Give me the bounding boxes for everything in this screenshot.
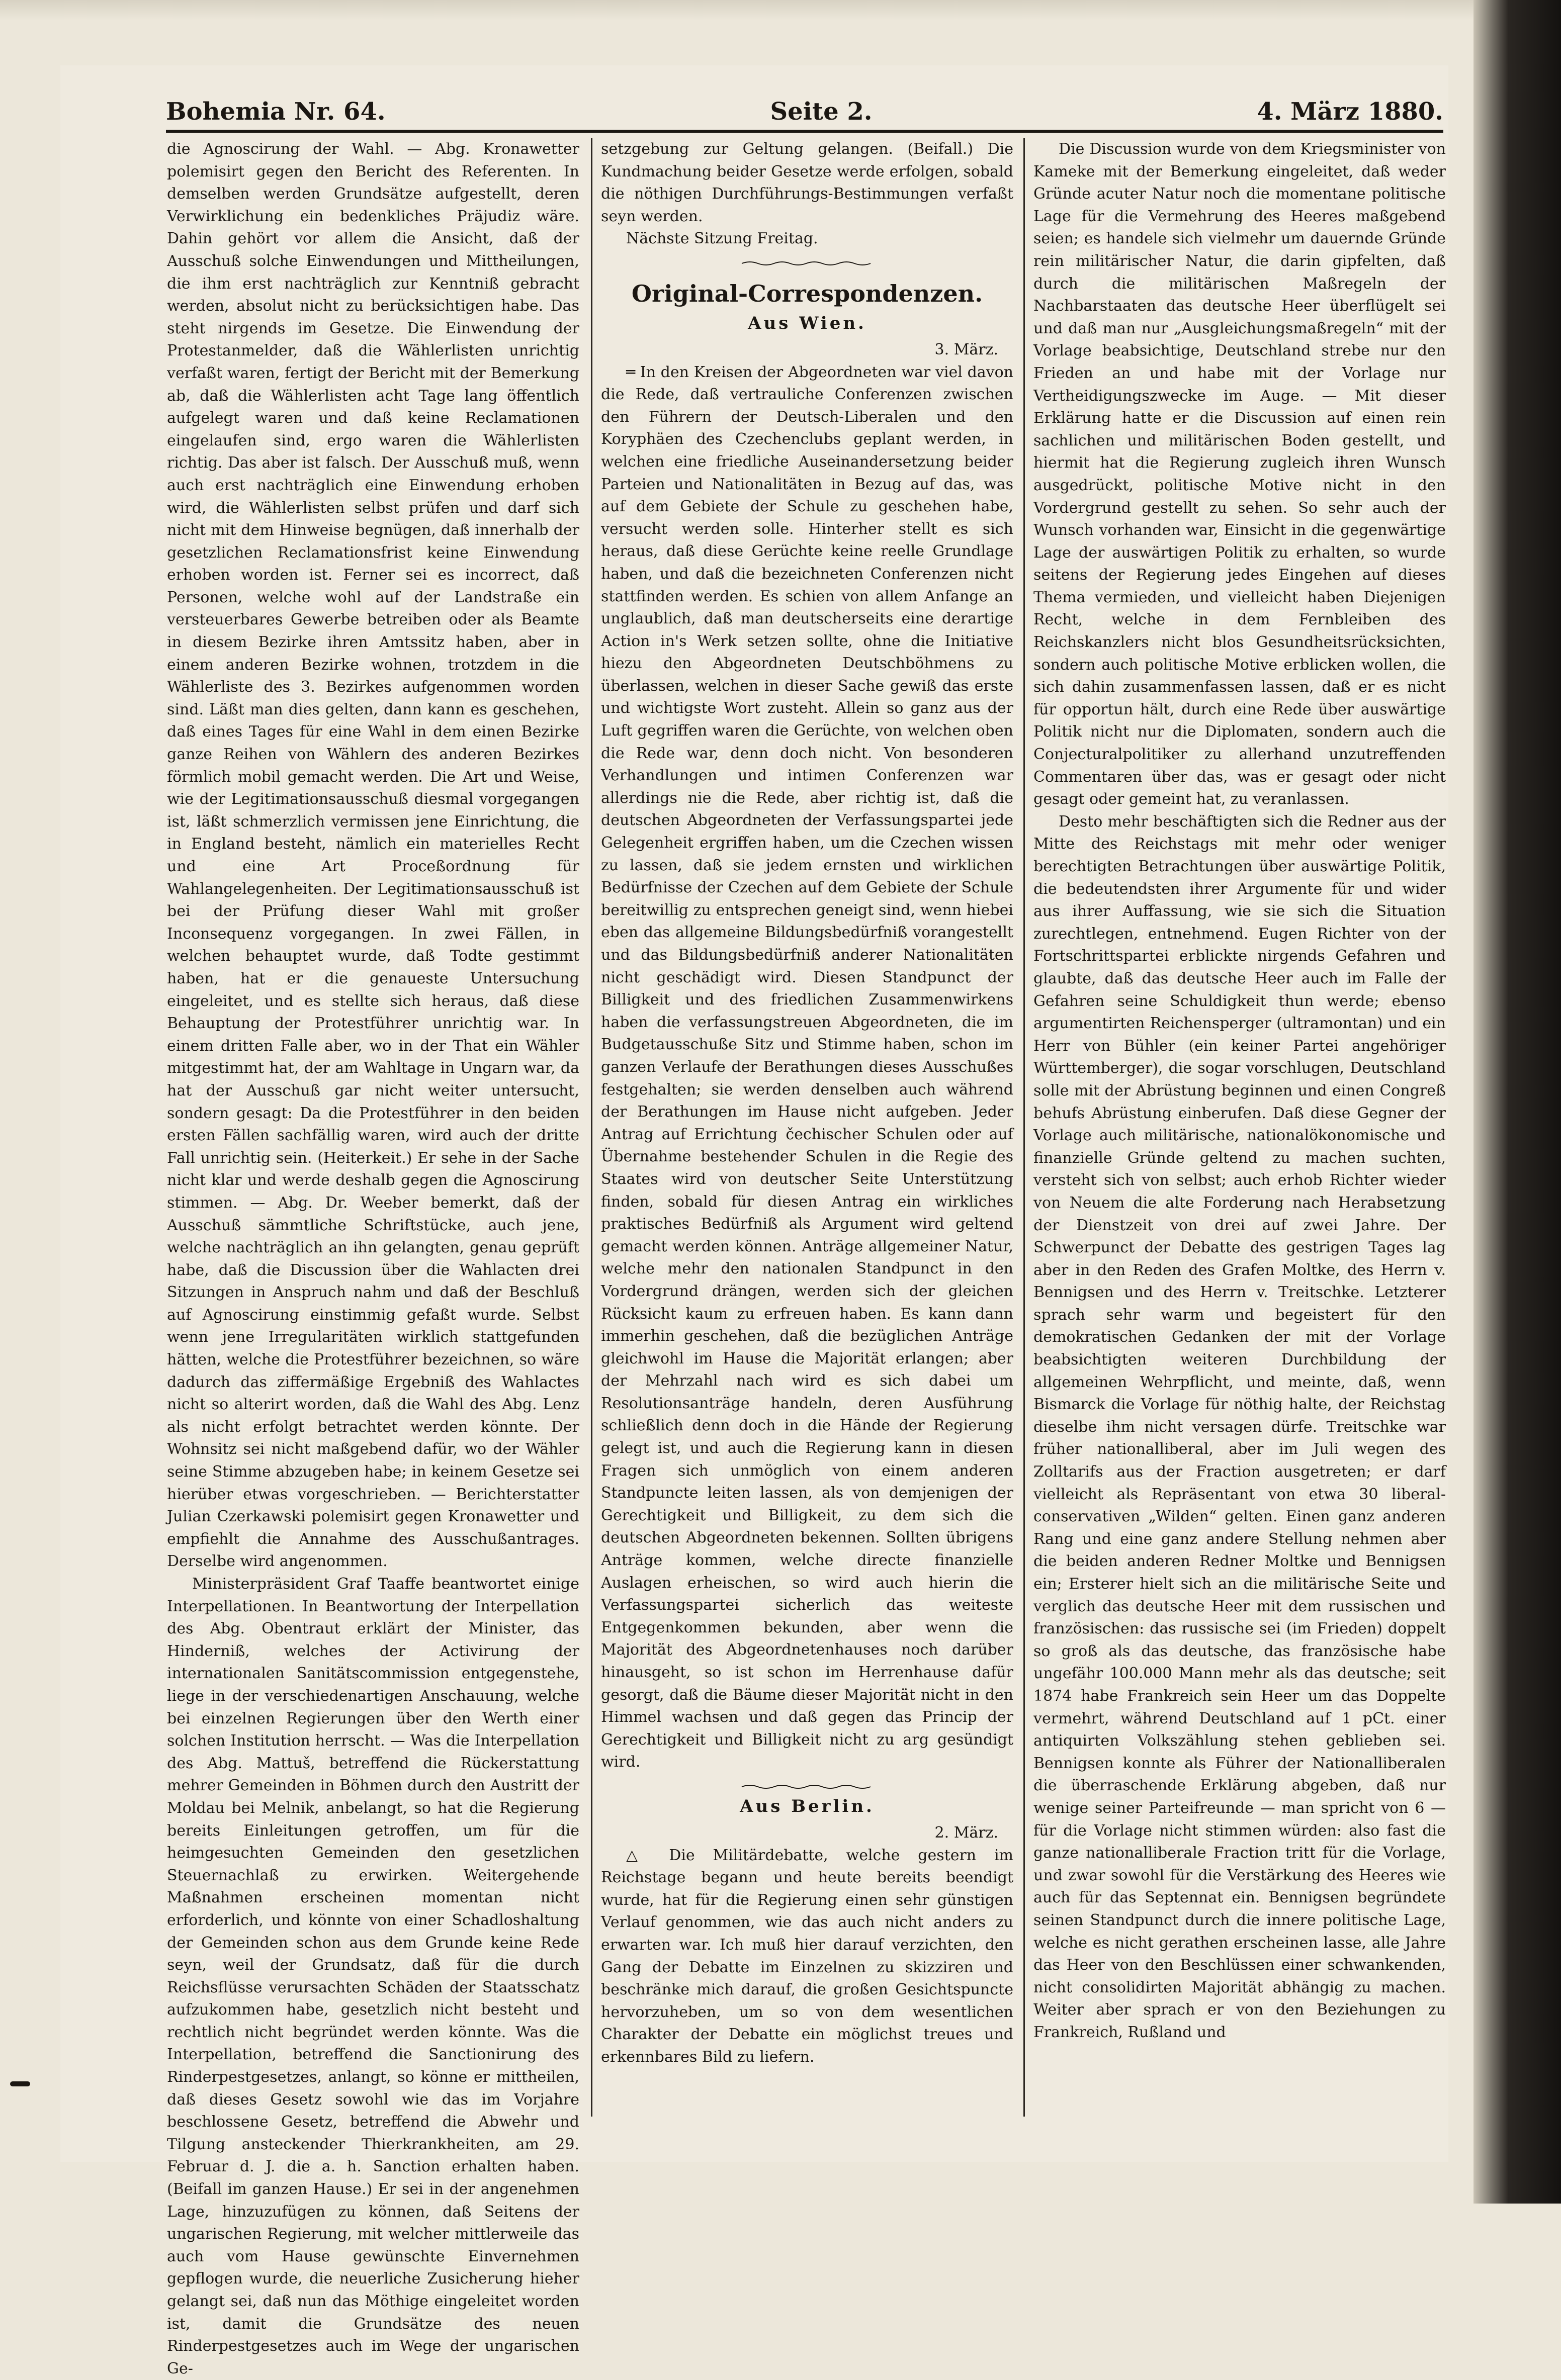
column-divider-1 <box>591 138 592 2117</box>
column-3 <box>1033 138 1446 2109</box>
scan-mark <box>10 2081 30 2086</box>
berlin-dispatch-text: △ Die Militärdebatte, welche gestern im Reichstage begann und heute bereits beendigt wurde, hat für die Regierung einen sehr günstigen Verlauf genommen, wie das auch nicht anders zu erwarten war. Ich muß hier darauf verzichten, den Gang der Debatte im Einzelnen zu skizziren und beschränke mich darauf, die großen Gesichtspuncte hervorzuheben, um so von dem wesentlichen Charakter der Debatte ein möglichst treues und erkennbares Bild zu liefern. <box>601 1846 1013 2066</box>
dispatch-date-berlin: 2. März. <box>934 1823 998 1842</box>
parliament-report-text: die Agnoscirung der Wahl. — Abg. Kronawetter polemisirt gegen den Bericht des Referenten. In demselben werden Grundsätze aufgestellt, deren Verwirklichung ein bedenkliches Präjudiz wäre. Dahin gehört vor allem die Ansicht, daß der Ausschuß solche Einwendungen und Mittheilungen, die ihm erst nachträglich zur Kenntniß gebracht werden, absolut nicht zu berücksichtigen habe. Das steht nirgends im Gesetze. Die Einwendung der Protestanmelder, daß die Wählerlisten unrichtig verfaßt waren, fertigt der Bericht mit der Bemerkung ab, daß die Wählerlisten acht Tage lang öffentlich aufgelegt waren und daß keine Reclamationen eingelaufen sind, ergo waren die Wählerlisten richtig. Das aber ist falsch. Der Ausschuß muß, wenn auch erst nachträglich eine Einwendung erhoben wird, die Wählerlisten selbst prüfen und darf sich nicht mit dem Hinweise begnügen, daß innerhalb der gesetzlichen Reclamationsfrist keine Einwendung erhoben worden ist. Ferner sei es incorrect, daß Personen, welche wohl auf der Landstraße ein versteuerbares Gewerbe betreiben oder als Beamte in diesem Bezirke ihren Amtssitz haben, aber in einem anderen Bezirke wohnen, trotzdem in die Wählerliste des 3. Bezirkes aufgenommen worden sind. Läßt man dies gelten, dann kann es geschehen, daß eines Tages für eine Wahl in dem einen Bezirke ganze Reihen von Wählern des anderen Bezirkes förmlich mobil gemacht werden. Die Art und Weise, wie der Legitimationsausschuß diesmal vorgegangen ist, läßt schmerzlich vermissen jene Einrichtung, die in England besteht, nämlich ein materielles Recht und eine Art Proceßordnung für Wahlangelegenheiten. Der Legitimationsausschuß ist bei der Prüfung dieser Wahl mit großer Inconsequenz vorgegangen. In zwei Fällen, in welchen behauptet wurde, daß Todte gestimmt haben, hat er die genaueste Untersuchung eingeleitet, und es stellte sich heraus, daß diese Behauptung der Protestführer unrichtig war. In einem dritten Falle aber, wo in der That ein Wähler mitgestimmt hat, der am Wahltage in Ungarn war, da hat der Ausschuß gar nicht weiter untersucht, sondern gesagt: Da die Protestführer in den beiden ersten Fällen sachfällig waren, wird auch der dritte Fall unrichtig sein. (Heiterkeit.) Er sehe in der Sache nicht klar und werde deshalb gegen die Agnoscirung stimmen. — Abg. Dr. Weeber bemerkt, daß der Ausschuß sämmtliche Schriftstücke, auch jene, welche nachträglich an ihn gelangten, genau geprüft habe, daß die Discussion über die Wahlacten drei Sitzungen in Anspruch nahm und daß der Beschluß auf Agnoscirung einstimmig gefaßt wurde. Selbst wenn jene Irregularitäten wirklich stattgefunden hätten, welche die Protestführer bezeichnen, so wäre dadurch das ziffermäßige Ergebniß des Wahlactes nicht so alterirt worden, daß die Wahl des Abg. Lenz als nicht erfolgt betrachtet werden könnte. Der Wohnsitz sei nicht maßgebend dafür, wo der Wähler seine Stimme abzugeben habe; in keinem Gesetze sei hierüber etwas vorgeschrieben. — Berichterstatter Julian Czerkawski polemisirt gegen Kronawetter und empfiehlt die Annahme des Ausschußantrages. Derselbe wird angenommen. <box>167 140 579 1571</box>
section-divider-ornament <box>742 260 873 266</box>
next-session-note: Nächste Sitzung Freitag. <box>626 230 818 248</box>
scan-top-edge <box>0 0 1561 20</box>
scan-right-edge <box>1473 0 1561 2204</box>
reichstag-speakers-text: Desto mehr beschäftigten sich die Redner aus der Mitte des Reichstags mit mehr oder weniger berechtigten Betrachtungen über auswärtige Politik, die bedeutendsten ihrer Argumente für und wider aus ihrer Auffassung, wie sie sich die Situation zurechtlegen, entnehmend. Eugen Richter von der Fortschrittspartei erblickte nirgends Gefahren und glaubte, daß das deutsche Heer auch im Falle der Gefahren seine Schuldigkeit thun werde; ebenso argumentirten Reichensperger (ultramontan) und ein Herr von Bühler (ein keiner Partei angehöriger Württemberger), die sogar vorschlugen, Deutschland solle mit der Abrüstung beginnen und einen Congreß behufs Abrüstung einberufen. Daß diese Gegner der Vorlage auch militärische, nationalökonomische und finanzielle Gründe geltend zu machen suchten, versteht sich von selbst; auch erhob Richter wieder von Neuem die alte Forderung nach Herabsetzung der Dienstzeit von drei auf zwei Jahre. Der Schwerpunct der Debatte des gestrigen Tages lag aber in den Reden des Grafen Moltke, des Herrn v. Bennigsen und des Herrn v. Treitschke. Letzterer sprach sehr warm und begeistert für den demokratischen Gedanken der mit der Vorlage beabsichtigten weiteren Durchbildung der allgemeinen Wehrpflicht, und meinte, daß, wenn Bismarck die Vorlage für nöthig halte, der Reichstag dieselbe ihm nicht versagen dürfe. Treitschke war früher nationalliberal, aber im Juli wegen des Zolltarifs aus der Fraction ausgetreten; er darf vielleicht als Repräsentant von etwa 30 liberal-conservativen „Wilden“ gelten. Einen ganz anderen Rang und eine ganz andere Stellung nehmen aber die beiden anderen Redner Moltke und Bennigsen ein; Ersterer hielt sich an die militärische Seite und verglich das deutsche Heer mit dem russischen und französischen: das russische sei (im Frieden) doppelt so groß als das deutsche, das französische habe ungefähr 100.000 Mann mehr als das deutsche; seit 1874 habe Frankreich sein Heer um das Doppelte vermehrt, während Deutschland auf 1 pCt. einer antiquirten Volkszählung stehen geblieben sei. Bennigsen konnte als Führer der Nationalliberalen die überraschende Erklärung abgeben, daß nur wenige seiner Parteifreunde — man spricht von 6 — für die Vorlage nicht stimmen würden: also fast die ganze nationalliberale Fraction tritt für die Vorlage, und zwar sowohl für die Verstärkung des Heeres wie auch für das Septennat ein. Bennigsen begründete seinen Standpunct durch die innere politische Lage, welche es nicht gerathen erscheinen lasse, alle Jahre das Heer von den Beschlüssen einer schwankenden, nicht consolidirten Majorität abhängig zu machen. Weiter aber sprach er von den Beziehungen zu Frankreich, Rußland und <box>1033 812 1446 2041</box>
column-1 <box>167 138 579 2377</box>
column-2 <box>601 138 1013 2109</box>
parliament-report-continuation: setzgebung zur Geltung gelangen. (Beifall.) Die Kundmachung beider Gesetze werde erfolgen, sobald die nöthigen Durchführungs-Bestimmungen verfaßt seyn werden. <box>601 140 1013 225</box>
dispatch-heading-vienna: Aus Wien. <box>748 313 866 333</box>
section-heading: Original-Correspondenzen. <box>631 280 983 307</box>
column-divider-2 <box>1023 138 1025 2117</box>
interpellation-answers-text: Ministerpräsident Graf Taaffe beantwortet einige Interpellationen. In Beantwortung der Interpellation des Abg. Obentraut erklärt der Minister, das Hinderniß, welches der Activirung der internationalen Sanitätscommission entgegenstehe, liege in der verschiedenartigen Anschauung, welche bei einzelnen Regierungen über den Werth einer solchen Institution herrscht. — Was die Interpellation des Abg. Mattuš, betreffend die Rückerstattung mehrer Gemeinden in Böhmen durch den Austritt der Moldau bei Melnik, anbelangt, so hat die Regierung bereits Einleitungen getroffen, um für die heimgesuchten Gemeinden den gesetzlichen Steuernachlaß zu erwirken. Weitergehende Maßnahmen erscheinen momentan nicht erforderlich, und könnte von einer Schadloshaltung der Gemeinden schon aus dem Grunde keine Rede seyn, weil der Grundsatz, daß für die durch Reichsflüsse verursachten Schäden der Staatsschatz aufzukommen habe, gesetzlich nicht besteht und rechtlich nicht begründet werden könnte. Was die Interpellation, betreffend die Sanctionirung des Rinderpestgesetzes, anlangt, so könne er mittheilen, daß dieses Gesetz sowohl wie das im Vorjahre beschlossene Gesetz, betreffend die Abwehr und Tilgung ansteckender Thierkrankheiten, am 29. Februar d. J. die a. h. Sanction erhalten haben. (Beifall im ganzen Hause.) Er sei in der angenehmen Lage, hinzuzufügen zu können, daß Seitens der ungarischen Regierung, mit welcher mittlerweile das auch vom Hause gewünschte Einvernehmen gepflogen wurde, die neuerliche Zusicherung hieher gelangt sei, daß nun das Möthige eingeleitet worden ist, damit die Grundsätze des neuen Rinderpestgesetzes auch im Wege der ungarischen Ge- <box>167 1575 579 2377</box>
dispatch-divider-ornament <box>742 1784 873 1790</box>
dispatch-date-vienna: 3. März. <box>934 340 998 358</box>
dispatch-heading-berlin: Aus Berlin. <box>740 1796 875 1816</box>
header-rule <box>166 130 1443 133</box>
vienna-dispatch-text: ═ In den Kreisen der Abgeordneten war viel davon die Rede, daß vertrauliche Conferenzen zwischen den Führern der Deutsch-Liberalen und den Koryphäen des Czechenclubs geplant werden, in welchen eine friedliche Auseinandersetzung beider Parteien und Nationalitäten in Bezug auf das, was auf dem Gebiete der Schule zu geschehen habe, versucht werden solle. Hinterher stellt es sich heraus, daß diese Gerüchte keine reelle Grundlage haben, und daß die bezeichneten Conferenzen nicht stattfinden werden. Es schien von allem Anfange an unglaublich, daß man deutscherseits eine derartige Action in's Werk setzen sollte, ohne die Initiative hiezu den Abgeordneten Deutschböhmens zu überlassen, welchen in dieser Sache gewiß das erste und wichtigste Wort zusteht. Allein so ganz aus der Luft gegriffen waren die Gerüchte, von welchen oben die Rede war, denn doch nicht. Von besonderen Verhandlungen und intimen Conferenzen war allerdings nie die Rede, aber richtig ist, daß die deutschen Abgeordneten der Verfassungspartei jede Gelegenheit ergriffen haben, um die Czechen wissen zu lassen, daß sie jedem ernsten und wirklichen Bedürfnisse der Czechen auf dem Gebiete der Schule bereitwillig zu entsprechen geneigt sind, wenn hiebei eben das allgemeine Bildungsbedürfniß vorangestellt und das Bildungsbedürfniß anderer Nationalitäten nicht geschädigt wird. Diesen Standpunct der Billigkeit und des friedlichen Zusammenwirkens haben die verfassungstreuen Abgeordneten, die im Budgetausschuße Sitz und Stimme haben, schon im ganzen Verlaufe der Berathungen dieses Ausschußes festgehalten; sie werden denselben auch während der Berathungen im Hause nicht aufgeben. Jeder Antrag auf Errichtung čechischer Schulen oder auf Übernahme bestehender Schulen in die Regie des Staates wird von deutscher Seite Unterstützung finden, sobald für diesen Antrag ein wirkliches praktisches Bedürfniß als Argument wird geltend gemacht werden können. Anträge allgemeiner Natur, welche mehr den nationalen Standpunct in den Vordergrund drängen, werden sich der gleichen Rücksicht kaum zu erfreuen haben. Es kann dann immerhin geschehen, daß die bezüglichen Anträge gleichwohl im Hause die Majorität erlangen; aber der Mehrzahl nach wird es sich dabei um Resolutionsanträge handeln, deren Ausführung schließlich denn doch in die Hände der Regierung gelegt ist, und auch die Regierung kann in diesen Fragen sich unmöglich von einem anderen Standpuncte leiten lassen, als von demjenigen der Gerechtigkeit und Billigkeit, zu dem sich die deutschen Abgeordneten bekennen. Sollten übrigens Anträge kommen, welche directe finanzielle Auslagen erheischen, so wird auch hierin die Verfassungspartei sicherlich das weiteste Entgegenkommen bekunden, aber wenn die Majorität des Abgeordnetenhauses noch darüber hinausgeht, so ist schon im Herrenhause dafür gesorgt, daß die Bäume dieser Majorität nicht in den Himmel wachsen und daß gegen das Princip der Gerechtigkeit und Billigkeit nicht zu arg gesündigt wird. <box>601 363 1013 1771</box>
header-issue: Bohemia Nr. 64. <box>166 98 386 126</box>
header-date: 4. März 1880. <box>1257 98 1443 126</box>
page-header <box>166 85 1443 126</box>
military-debate-text: Die Discussion wurde von dem Kriegsminister von Kameke mit der Bemerkung eingeleitet, daß weder Gründe acuter Natur noch die momentane politische Lage für die Vermehrung des Heeres maßgebend seien; es handele sich vielmehr um dauernde Gründe rein militärischer Natur, die darin gipfelten, daß durch die militärischen Maßregeln der Nachbarstaaten das deutsche Heer überflügelt sei und daß man nur „Ausgleichungsmaßregeln“ mit der Vorlage beabsichtige, Deutschland strebe nur den Frieden an und habe mit der Vorlage nur Vertheidigungszwecke im Auge. — Mit dieser Erklärung hatte er die Discussion auf einen rein sachlichen und militärischen Boden gestellt, und hiermit hat die Regierung zugleich ihren Wunsch ausgedrückt, politische Motive nicht in den Vordergrund gestellt zu sehen. So sehr auch der Wunsch vorhanden war, Einsicht in die gegenwärtige Lage der auswärtigen Politik zu erhalten, so wurde seitens der Regierung jedes Eingehen auf dieses Thema vermieden, und vielleicht haben Diejenigen Recht, welche in dem Fernbleiben des Reichskanzlers nicht blos Gesundheitsrücksichten, sondern auch politische Motive erblicken wollen, die sich dahin zusammenfassen lassen, daß er es nicht für opportun hält, durch eine Rede über auswärtige Politik nicht nur die Diplomaten, sondern auch die Conjecturalpolitiker zu allerhand unzutreffenden Commentaren über das, was er gesagt oder nicht gesagt oder gemeint hat, zu veranlassen. <box>1033 140 1446 808</box>
header-page-number: Seite 2. <box>770 98 873 126</box>
